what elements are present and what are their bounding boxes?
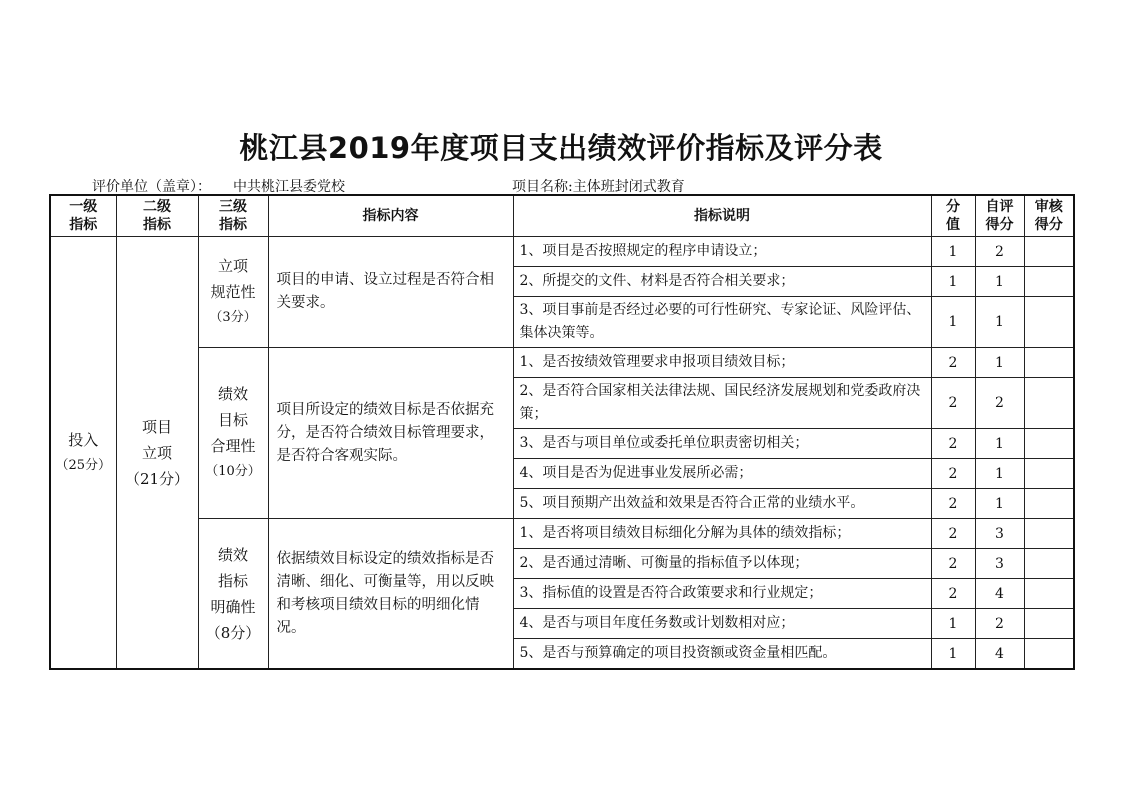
score-cell: 1 (931, 237, 975, 267)
header-level1: 一级 指标 (50, 195, 116, 237)
evaluation-table (49, 194, 1075, 670)
desc-cell: 3、指标值的设置是否符合政策要求和行业规定； (513, 579, 931, 609)
desc-cell: 5、是否与预算确定的项目投资额或资金量相匹配。 (513, 639, 931, 670)
self-score-cell[interactable]: 2 (975, 237, 1024, 267)
self-score-cell[interactable]: 1 (975, 489, 1024, 519)
header-level2: 二级 指标 (116, 195, 198, 237)
self-score-cell[interactable]: 4 (975, 639, 1024, 670)
review-score-cell[interactable] (1024, 609, 1074, 639)
header-content: 指标内容 (268, 195, 513, 237)
review-score-cell[interactable] (1024, 378, 1074, 429)
review-score-cell[interactable] (1024, 237, 1074, 267)
self-score-cell[interactable]: 1 (975, 267, 1024, 297)
score-cell: 2 (931, 378, 975, 429)
score-cell: 2 (931, 348, 975, 378)
self-score-cell[interactable]: 2 (975, 378, 1024, 429)
content-cell: 项目所设定的绩效目标是否依据充分，是否符合绩效目标管理要求，是否符合客观实际。 (268, 348, 513, 519)
evaluation-unit-label: 评价单位（盖章）： (92, 179, 211, 195)
self-score-cell[interactable]: 4 (975, 579, 1024, 609)
level2-cell (116, 237, 198, 670)
content-cell: 项目的申请、设立过程是否符合相关要求。 (268, 237, 513, 348)
level3-score: （8分） (205, 623, 261, 642)
review-score-cell[interactable] (1024, 489, 1074, 519)
project-name-value: 主体班封闭式教育 (572, 179, 685, 195)
desc-cell: 3、是否与项目单位或委托单位职责密切相关； (513, 429, 931, 459)
table-row (50, 237, 1074, 267)
desc-cell: 4、是否与项目年度任务数或计划数相对应； (513, 609, 931, 639)
self-score-cell[interactable]: 3 (975, 519, 1024, 549)
score-cell: 2 (931, 489, 975, 519)
evaluation-unit-value: 中共桃江县委党校 (233, 179, 345, 195)
review-score-cell[interactable] (1024, 459, 1074, 489)
project-name (512, 176, 685, 196)
header-level3: 三级 指标 (198, 195, 268, 237)
level3-score: （3分） (209, 310, 257, 325)
review-score-cell[interactable] (1024, 519, 1074, 549)
desc-cell: 1、项目是否按照规定的程序申请设立； (513, 237, 931, 267)
review-score-cell[interactable] (1024, 267, 1074, 297)
table-header-row (50, 195, 1074, 237)
review-score-cell[interactable] (1024, 639, 1074, 670)
evaluation-unit (92, 176, 345, 196)
level3-score: （10分） (205, 464, 261, 479)
level3-cell (198, 348, 268, 519)
review-score-cell[interactable] (1024, 297, 1074, 348)
level1-score: （25分） (55, 457, 112, 473)
score-cell: 1 (931, 297, 975, 348)
desc-cell: 1、是否按绩效管理要求申报项目绩效目标； (513, 348, 931, 378)
page-title: 桃江县2019年度项目支出绩效评价指标及评分表 (239, 131, 883, 165)
desc-cell: 3、项目事前是否经过必要的可行性研究、专家论证、风险评估、集体决策等。 (513, 297, 931, 348)
self-score-cell[interactable]: 1 (975, 348, 1024, 378)
desc-cell: 2、是否通过清晰、可衡量的指标值予以体现； (513, 549, 931, 579)
level2-name: 项目 立项 (141, 417, 172, 462)
score-cell: 1 (931, 267, 975, 297)
level1-name: 投入 (68, 430, 99, 449)
table-row (50, 348, 1074, 378)
score-cell: 1 (931, 609, 975, 639)
review-score-cell[interactable] (1024, 429, 1074, 459)
desc-cell: 5、项目预期产出效益和效果是否符合正常的业绩水平。 (513, 489, 931, 519)
header-review-score: 审核 得分 (1024, 195, 1074, 237)
desc-cell: 4、项目是否为促进事业发展所必需； (513, 459, 931, 489)
level3-name: 绩效 目标 合理性 (210, 385, 256, 455)
self-score-cell[interactable]: 1 (975, 297, 1024, 348)
self-score-cell[interactable]: 3 (975, 549, 1024, 579)
score-cell: 2 (931, 549, 975, 579)
header-desc: 指标说明 (513, 195, 931, 237)
level3-name: 立项 规范性 (210, 257, 256, 301)
review-score-cell[interactable] (1024, 348, 1074, 378)
score-cell: 2 (931, 459, 975, 489)
table-row (50, 519, 1074, 549)
review-score-cell[interactable] (1024, 549, 1074, 579)
self-score-cell[interactable]: 2 (975, 609, 1024, 639)
level3-cell (198, 237, 268, 348)
review-score-cell[interactable] (1024, 579, 1074, 609)
header-self-score: 自评 得分 (975, 195, 1024, 237)
desc-cell: 2、是否符合国家相关法律法规、国民经济发展规划和党委政府决策； (513, 378, 931, 429)
level1-cell (50, 237, 116, 670)
score-cell: 1 (931, 639, 975, 670)
desc-cell: 2、所提交的文件、材料是否符合相关要求； (513, 267, 931, 297)
level3-cell (198, 519, 268, 670)
score-cell: 2 (931, 519, 975, 549)
level2-score: （21分） (124, 469, 190, 488)
project-name-label: 项目名称: (512, 179, 573, 195)
self-score-cell[interactable]: 1 (975, 459, 1024, 489)
level3-name: 绩效 指标 明确性 (210, 545, 256, 616)
header-score: 分 值 (931, 195, 975, 237)
self-score-cell[interactable]: 1 (975, 429, 1024, 459)
score-cell: 2 (931, 429, 975, 459)
desc-cell: 1、是否将项目绩效目标细化分解为具体的绩效指标； (513, 519, 931, 549)
content-cell: 依据绩效目标设定的绩效指标是否清晰、细化、可衡量等，用以反映和考核项目绩效目标的明细化情况。 (268, 519, 513, 670)
score-cell: 2 (931, 579, 975, 609)
